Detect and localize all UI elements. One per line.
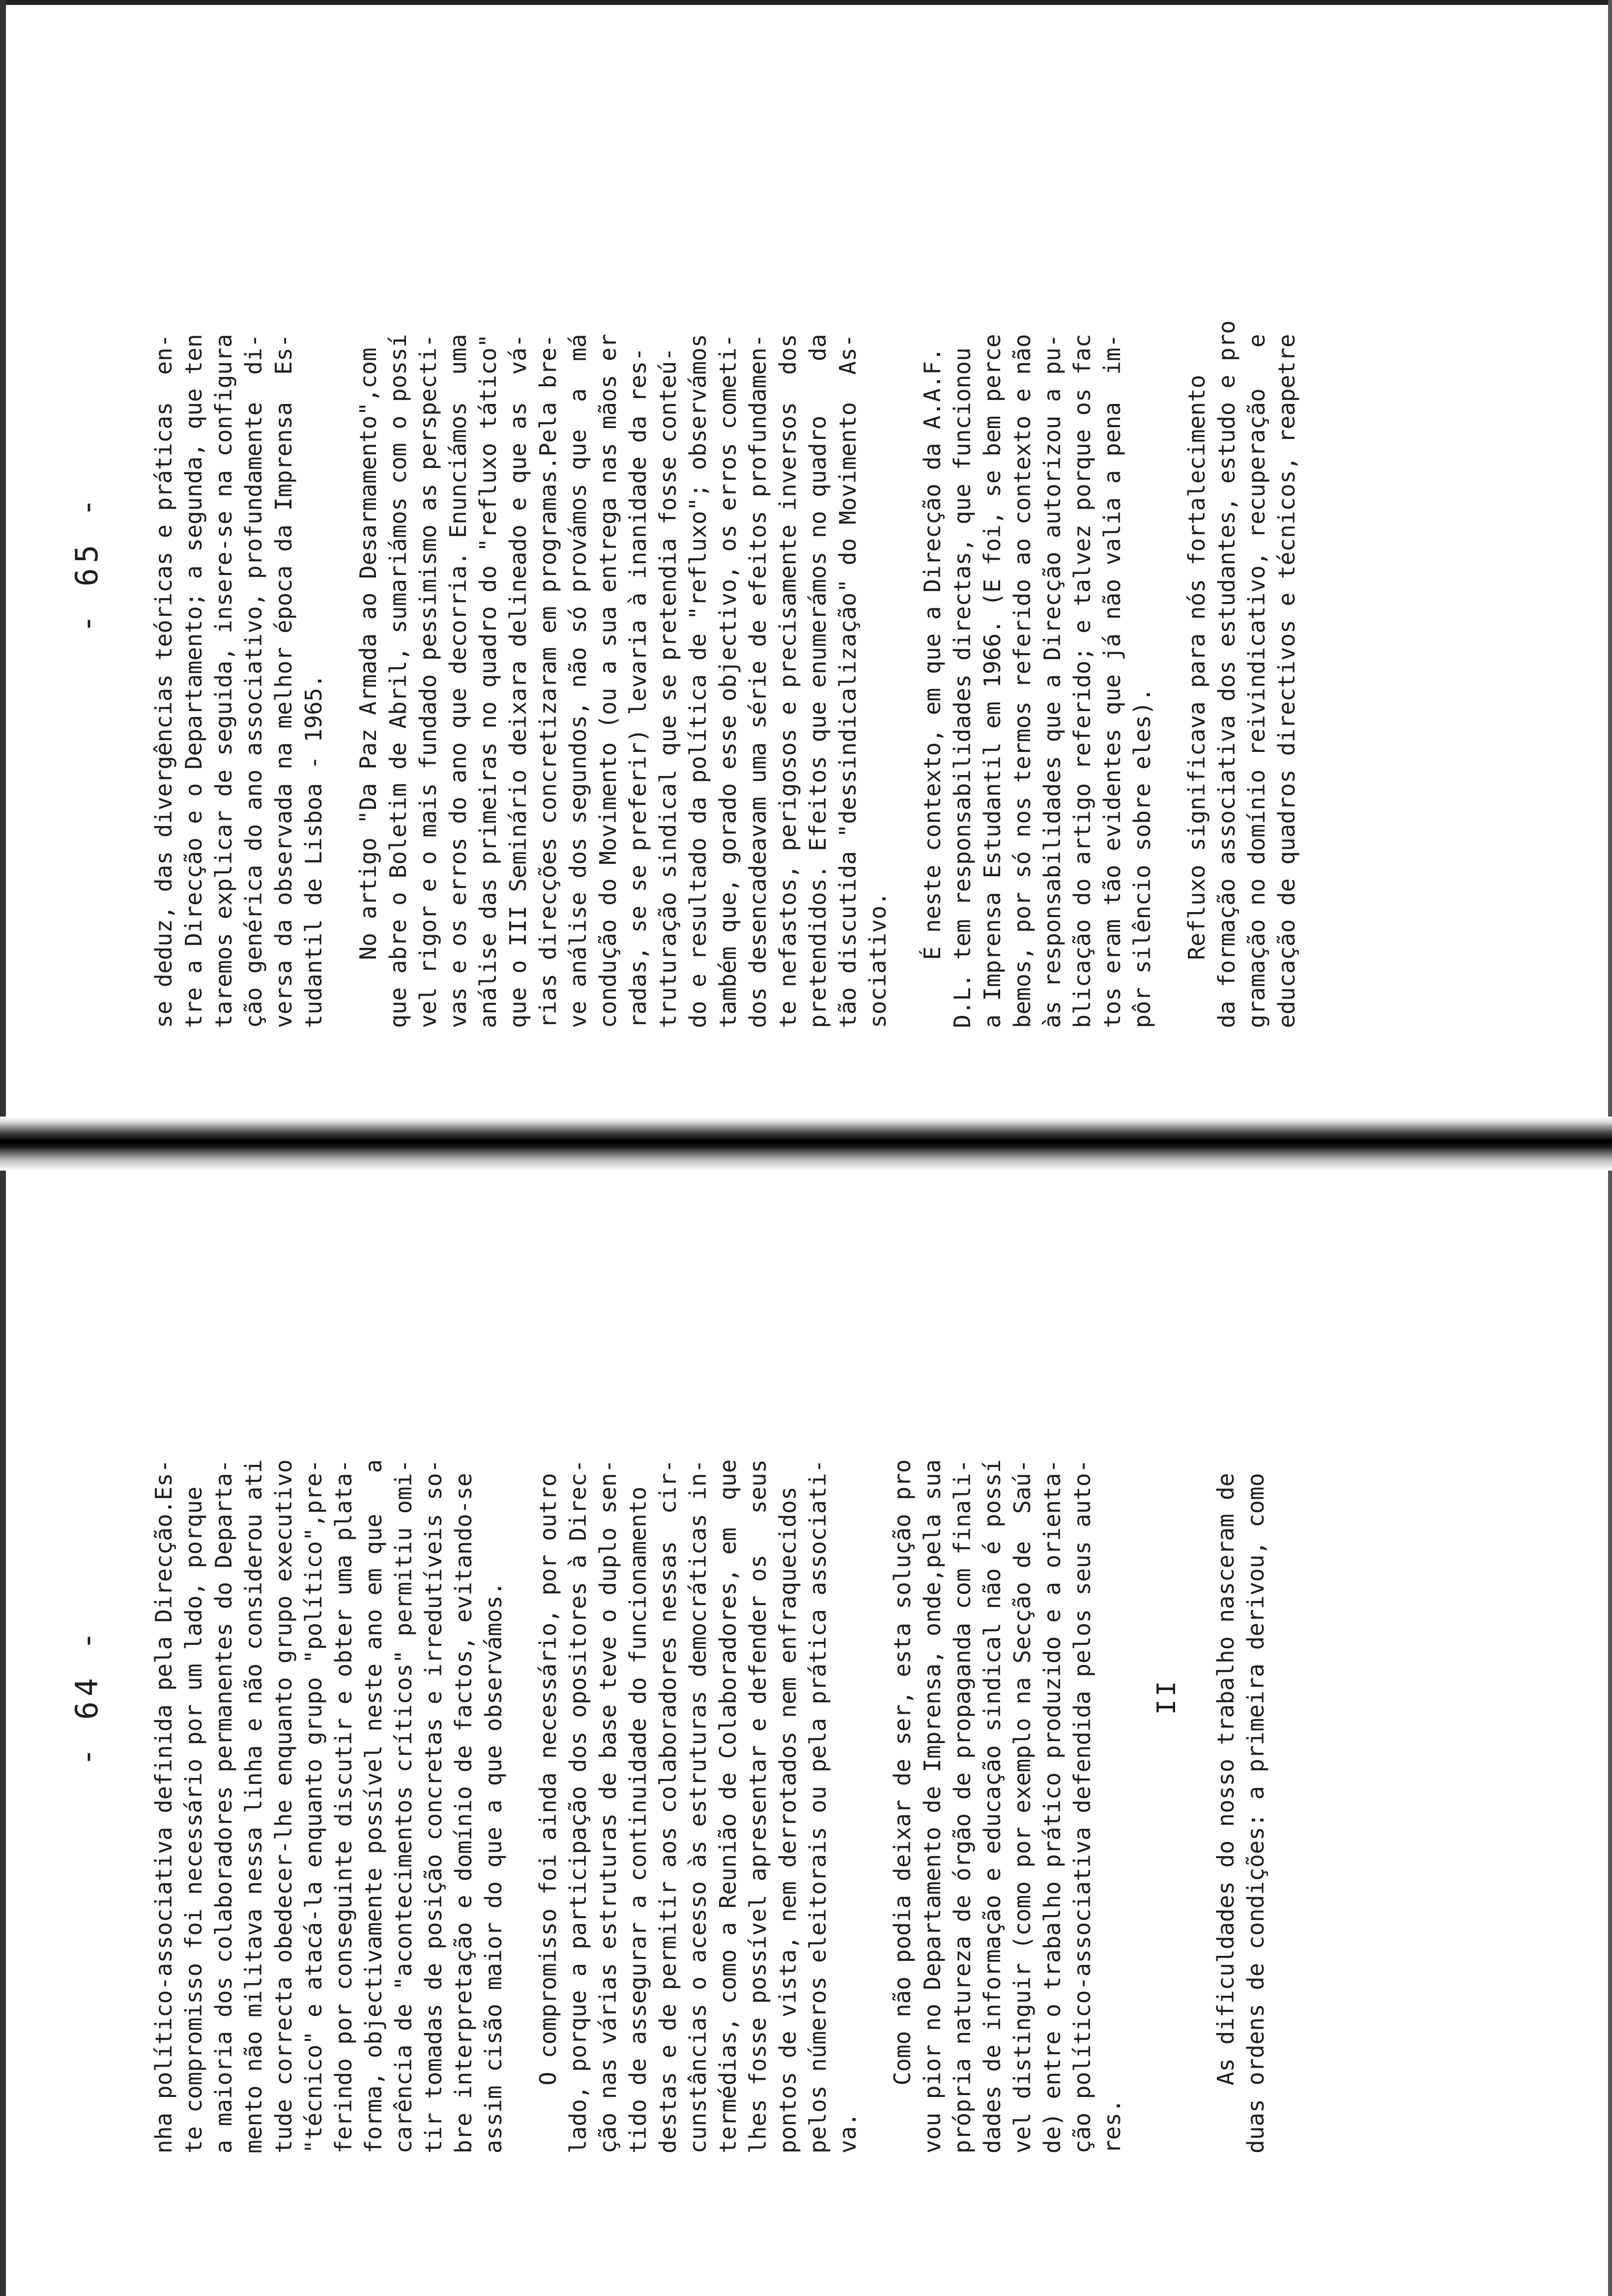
paragraph: O compromisso foi ainda necessário, por outro lado, porque a participação dos opositores à Direc- ção nas várias estruturas de base teve o duplo sen- tido de assegurar a continuidade do funcionamento destas e de permitir aos colaboradores nessas cir- cunstâncias o acesso às estruturas democráticas in- termédias, como a Reunião de Colaboradores, em que lhes fosse possível apresentar e defender os seus pontos de vista, nem derrotados nem enfraquecidos pelos números eleitorais ou pela prática associati- va. [535, 1459, 861, 2153]
paragraph: Refluxo significava para nós fortalecimento da formação associativa dos estudantes, estudo e pro gramação no domínio reivindicativo, recuperação e educação de quadros directivos e técnicos, reapetre [1183, 320, 1300, 1028]
paragraph: se deduz, das divergências teóricas e práticas en- tre a Direcção e o Departamento; a segunda, que ten taremos explicar de seguida, insere-se na configura ção genérica do ano associativo, profundamente di- versa da observada na melhor época da Imprensa Es- tudantil de Lisboa - 1965. [150, 334, 327, 1028]
paragraph: nha político-associativa definida pela Direcção.Es- te compromisso foi necessário por um lado, porque a maioria dos colaboradores permanentes do Departa- mento não militava nessa linha e não considerou ati tude correcta obedecer-lhe enquanto grupo executivo "técnico" e atacá-la enquanto grupo "político",pre- ferindo por conseguinte discutir e obter uma plata- forma, objectivamente possível neste ano em que a carência de "acontecimentos críticos" permitiu omi- tir tomadas de posição concretas e irredutíveis so- bre interpretação e domínio de factos, evitando-se assim cisão maior do que a que observámos. [150, 1459, 507, 2153]
paragraph: Como não podia deixar de ser, esta solução pro vou pior no Departamento de Imprensa, onde,pela sua própria natureza de órgão de propaganda com finali- dades de informação e educação sindical não é possí vel distinguir (como por exemplo na Secção de Saú- de) entre o trabalho prático produzido e a orienta- ção político-associativa defendida pelos seus auto- res. [889, 1459, 1125, 2153]
section-heading: II [1152, 1678, 1181, 1715]
page-64 [0, 1166, 1612, 2296]
page-65 [0, 0, 1612, 1126]
paragraph: As dificuldades do nosso trabalho nasceram de duas ordens de condições: a primeira derivou, como [1212, 1473, 1269, 2153]
page-number: - 65 - [69, 493, 105, 633]
paragraph: É neste contexto, em que a Direcção da A.A.F. D.L. tem responsabilidades directas, que funcionou a Imprensa Estudantil em 1966. (E foi, se bem perce bemos, por só nos termos referido ao contexto e não às responsabilidades que a Direcção autorizou a pu- blicação do artigo referido; e talvez porque os fac tos eram tão evidentes que já não valia a pena im- pôr silêncio sobre eles). [919, 334, 1155, 1028]
paragraph: No artigo "Da Paz Armada ao Desarmamento",com que abre o Boletim de Abril, sumariámos com o possí vel rigor e o mais fundado pessimismo as perspecti- vas e os erros do ano que decorria. Enunciámos uma análise das primeiras no quadro do "refluxo tático" que o III Seminário deixara delineado e que as vá- rias direcções concretizaram em programas.Pela bre- ve análise dos segundos, não só provámos que a má condução do Movimento (ou a sua entrega nas mãos er radas, se se preferir) levaria à inanidade da res- truturação sindical que se pretendia fosse conteú- do e resultado da política de "refluxo"; observámos também que, gorado esse objectivo, os erros cometi- dos desencadeavam uma série de efeitos profundamen- te nefastos, perigosos e precisamente inversos dos pretendidos. Efeitos que enumerámos no quadro da tão discutida "dessindicalização" do Movimento As- sociativo. [355, 334, 891, 1028]
page-number: - 64 - [69, 1627, 105, 1766]
